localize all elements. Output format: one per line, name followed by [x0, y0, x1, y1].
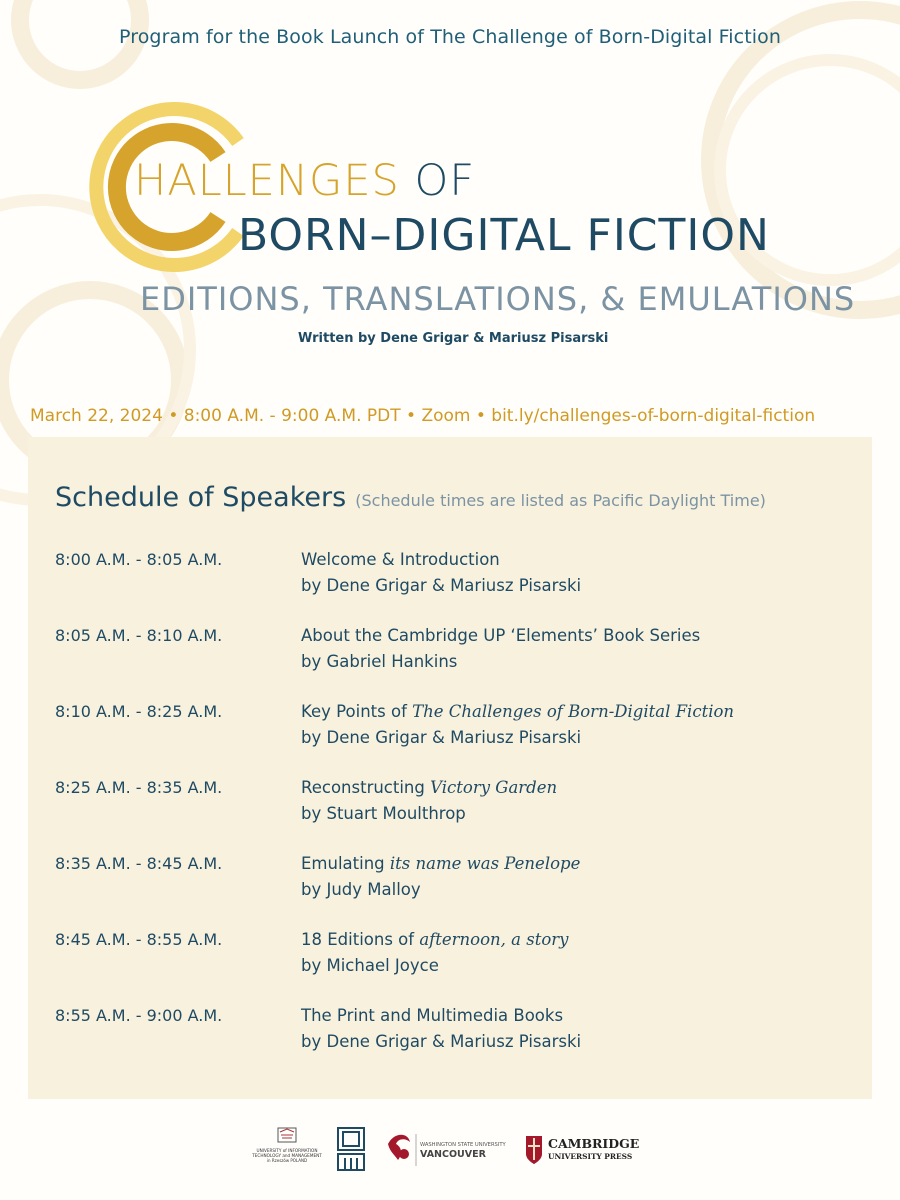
talk-speaker: by Gabriel Hankins [301, 652, 458, 671]
row-talk [301, 851, 580, 903]
talk-title-text: Reconstructing [301, 778, 431, 797]
talk-title [301, 547, 581, 573]
wsu-vancouver-logo [384, 1126, 514, 1174]
talk-speaker: by Dene Grigar & Mariusz Pisarski [301, 728, 582, 747]
event-info: March 22, 2024 • 8:00 A.M. - 9:00 A.M. PDT • Zoom • bit.ly/challenges-of-born-digital-fiction [30, 406, 816, 426]
book-authors: Written by Dene Grigar & Mariusz Pisarski [298, 331, 609, 346]
talk-speaker: by Dene Grigar & Mariusz Pisarski [301, 1032, 582, 1051]
talk-title-text: About the Cambridge UP ‘Elements’ Book Series [301, 626, 701, 645]
talk-title-text: The Print and Multimedia Books [301, 1006, 564, 1025]
talk-title-text: Emulating [301, 854, 390, 873]
talk-speaker: by Stuart Moulthrop [301, 804, 466, 823]
talk-speaker: by Judy Malloy [301, 880, 421, 899]
schedule-panel [28, 437, 872, 1099]
book-title-line2: BORN–DIGITAL FICTION [238, 210, 770, 261]
cambridge-up-logo [524, 1126, 654, 1174]
row-time: 8:00 A.M. - 8:05 A.M. [55, 550, 223, 569]
talk-title [301, 851, 580, 877]
talk-speaker: by Dene Grigar & Mariusz Pisarski [301, 576, 582, 595]
row-talk [301, 699, 734, 751]
row-time: 8:45 A.M. - 8:55 A.M. [55, 930, 223, 949]
talk-title [301, 1003, 581, 1029]
schedule-heading [55, 482, 766, 513]
row-talk [301, 1003, 581, 1055]
sponsor-logos [0, 1126, 900, 1174]
row-talk [301, 927, 569, 979]
row-talk [301, 623, 700, 675]
title-challenges: HALLENGES [134, 156, 400, 206]
schedule-title: Schedule of Speakers [55, 482, 347, 513]
talk-title-text: Key Points of [301, 702, 413, 721]
talk-title [301, 623, 700, 649]
talk-speaker: by Michael Joyce [301, 956, 439, 975]
row-time: 8:05 A.M. - 8:10 A.M. [55, 626, 223, 645]
program-title: Program for the Book Launch of The Challenge of Born-Digital Fiction [118, 26, 782, 48]
row-time: 8:10 A.M. - 8:25 A.M. [55, 702, 223, 721]
wsu-name: WASHINGTON STATE UNIVERSITY [420, 1142, 506, 1148]
uitm-line2: TECHNOLOGY and MANAGEMENT [252, 1153, 322, 1158]
uitm-line1: UNIVERSITY of INFORMATION [256, 1148, 318, 1153]
talk-title-text: 18 Editions of [301, 930, 420, 949]
row-talk [301, 775, 557, 827]
talk-title-italic: its name was Penelope [389, 854, 581, 873]
talk-title-italic: afternoon, a story [419, 930, 569, 949]
row-time: 8:25 A.M. - 8:35 A.M. [55, 778, 223, 797]
row-talk [301, 547, 581, 599]
wsu-campus: VANCOUVER [420, 1149, 486, 1160]
book-subtitle: EDITIONS, TRANSLATIONS, & EMULATIONS [140, 280, 856, 318]
talk-title-text: Welcome & Introduction [301, 550, 500, 569]
talk-title [301, 699, 734, 725]
cup-press: UNIVERSITY PRESS [548, 1152, 633, 1161]
book-title-line1 [134, 156, 475, 206]
talk-title-italic: Victory Garden [430, 778, 558, 797]
talk-title [301, 927, 569, 953]
schedule-note: (Schedule times are listed as Pacific Daylight Time) [355, 491, 766, 510]
library-logo [332, 1126, 372, 1174]
uitm-line3: in Rzeszów POLAND [266, 1158, 308, 1163]
cup-name: CAMBRIDGE [548, 1136, 640, 1151]
uitm-logo [252, 1126, 322, 1174]
row-time: 8:35 A.M. - 8:45 A.M. [55, 854, 223, 873]
talk-title-italic: The Challenges of Born-Digital Fiction [412, 702, 735, 721]
row-time: 8:55 A.M. - 9:00 A.M. [55, 1006, 223, 1025]
title-of: OF [414, 156, 476, 206]
talk-title [301, 775, 557, 801]
